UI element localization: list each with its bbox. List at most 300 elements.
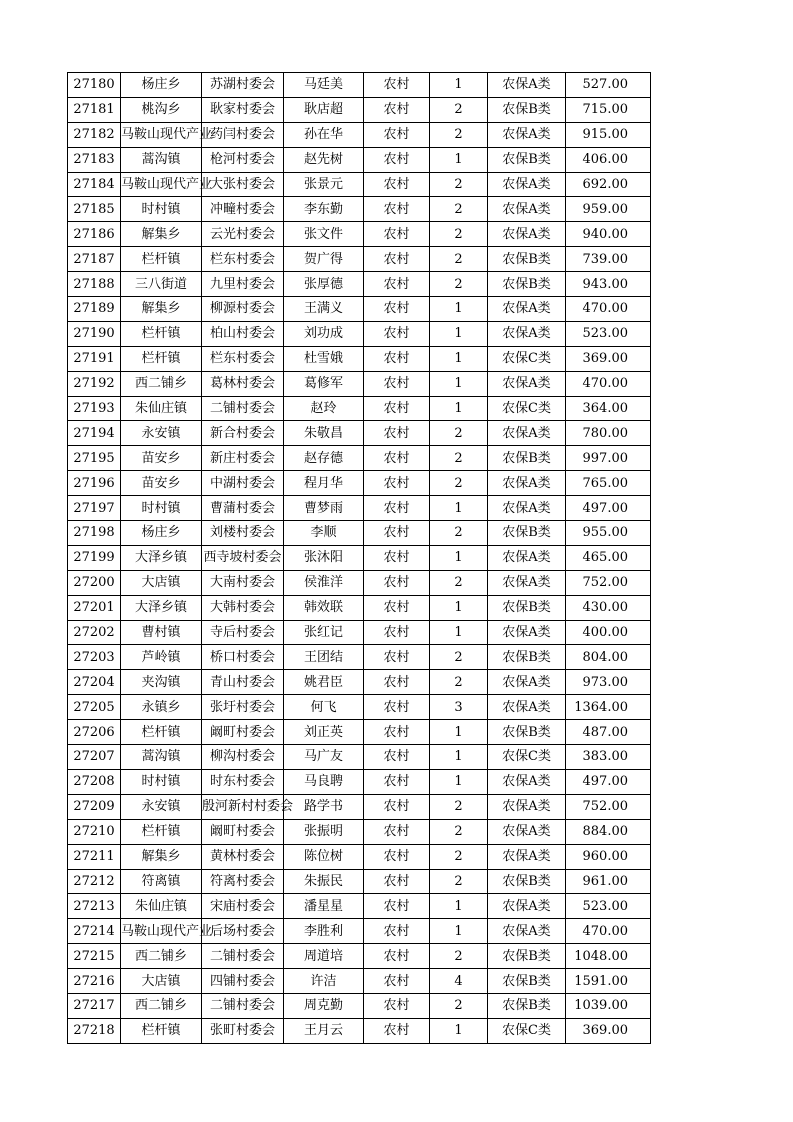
count-cell: 1 <box>430 620 488 645</box>
area-type-cell: 农村 <box>364 695 430 720</box>
data-table <box>67 72 651 1044</box>
village-committee-cell: 二铺村委会 <box>202 993 284 1018</box>
id-cell: 27184 <box>68 172 121 197</box>
id-cell: 27218 <box>68 1018 121 1043</box>
village-committee-cell: 时东村委会 <box>202 769 284 794</box>
name-cell: 张厚德 <box>284 272 364 297</box>
insurance-class-cell: 农保A类 <box>488 73 566 98</box>
table-row <box>68 794 651 819</box>
name-cell: 耿店超 <box>284 97 364 122</box>
id-cell: 27185 <box>68 197 121 222</box>
table-row <box>68 645 651 670</box>
name-cell: 马良聘 <box>284 769 364 794</box>
village-committee-cell: 大韩村委会 <box>202 595 284 620</box>
name-cell: 陈位树 <box>284 844 364 869</box>
village-committee-cell: 二铺村委会 <box>202 396 284 421</box>
name-cell: 刘功成 <box>284 321 364 346</box>
amount-cell: 943.00 <box>566 272 651 297</box>
area-type-cell: 农村 <box>364 969 430 994</box>
count-cell: 1 <box>430 1018 488 1043</box>
village-committee-cell: 符离村委会 <box>202 869 284 894</box>
count-cell: 2 <box>430 446 488 471</box>
area-type-cell: 农村 <box>364 172 430 197</box>
area-type-cell: 农村 <box>364 944 430 969</box>
amount-cell: 715.00 <box>566 97 651 122</box>
village-committee-cell: 苏湖村委会 <box>202 73 284 98</box>
township-cell: 马鞍山现代产业 <box>121 172 202 197</box>
amount-cell: 497.00 <box>566 769 651 794</box>
id-cell: 27187 <box>68 247 121 272</box>
village-committee-cell: 寺后村委会 <box>202 620 284 645</box>
count-cell: 1 <box>430 73 488 98</box>
name-cell: 周道培 <box>284 944 364 969</box>
amount-cell: 1364.00 <box>566 695 651 720</box>
table-row <box>68 321 651 346</box>
name-cell: 程月华 <box>284 471 364 496</box>
name-cell: 张红记 <box>284 620 364 645</box>
name-cell: 许洁 <box>284 969 364 994</box>
count-cell: 2 <box>430 222 488 247</box>
township-cell: 朱仙庄镇 <box>121 396 202 421</box>
name-cell: 马广友 <box>284 745 364 770</box>
table-row <box>68 521 651 546</box>
township-cell: 栏杆镇 <box>121 346 202 371</box>
count-cell: 1 <box>430 346 488 371</box>
insurance-class-cell: 农保B类 <box>488 147 566 172</box>
area-type-cell: 农村 <box>364 670 430 695</box>
area-type-cell: 农村 <box>364 570 430 595</box>
name-cell: 王月云 <box>284 1018 364 1043</box>
village-committee-cell: 柏山村委会 <box>202 321 284 346</box>
id-cell: 27207 <box>68 745 121 770</box>
name-cell: 王团结 <box>284 645 364 670</box>
amount-cell: 465.00 <box>566 545 651 570</box>
count-cell: 1 <box>430 371 488 396</box>
township-cell: 栏杆镇 <box>121 247 202 272</box>
insurance-class-cell: 农保B类 <box>488 969 566 994</box>
count-cell: 2 <box>430 645 488 670</box>
name-cell: 张文件 <box>284 222 364 247</box>
insurance-class-cell: 农保A类 <box>488 371 566 396</box>
township-cell: 大店镇 <box>121 570 202 595</box>
id-cell: 27209 <box>68 794 121 819</box>
amount-cell: 955.00 <box>566 521 651 546</box>
area-type-cell: 农村 <box>364 869 430 894</box>
name-cell: 李胜利 <box>284 919 364 944</box>
id-cell: 27186 <box>68 222 121 247</box>
table-row <box>68 844 651 869</box>
township-cell: 栏杆镇 <box>121 720 202 745</box>
id-cell: 27216 <box>68 969 121 994</box>
name-cell: 贺广得 <box>284 247 364 272</box>
amount-cell: 752.00 <box>566 570 651 595</box>
insurance-class-cell: 农保A类 <box>488 496 566 521</box>
insurance-class-cell: 农保A类 <box>488 471 566 496</box>
township-cell: 马鞍山现代产业 <box>121 919 202 944</box>
village-committee-cell: 黄林村委会 <box>202 844 284 869</box>
amount-cell: 1591.00 <box>566 969 651 994</box>
insurance-class-cell: 农保C类 <box>488 1018 566 1043</box>
village-committee-cell: 后场村委会 <box>202 919 284 944</box>
amount-cell: 765.00 <box>566 471 651 496</box>
id-cell: 27200 <box>68 570 121 595</box>
amount-cell: 497.00 <box>566 496 651 521</box>
area-type-cell: 农村 <box>364 993 430 1018</box>
table-row <box>68 471 651 496</box>
insurance-class-cell: 农保A类 <box>488 670 566 695</box>
insurance-class-cell: 农保A类 <box>488 844 566 869</box>
insurance-class-cell: 农保A类 <box>488 321 566 346</box>
id-cell: 27193 <box>68 396 121 421</box>
count-cell: 2 <box>430 794 488 819</box>
area-type-cell: 农村 <box>364 620 430 645</box>
count-cell: 2 <box>430 421 488 446</box>
name-cell: 孙在华 <box>284 122 364 147</box>
township-cell: 大泽乡镇 <box>121 545 202 570</box>
area-type-cell: 农村 <box>364 346 430 371</box>
name-cell: 李顺 <box>284 521 364 546</box>
township-cell: 时村镇 <box>121 197 202 222</box>
amount-cell: 470.00 <box>566 297 651 322</box>
count-cell: 1 <box>430 769 488 794</box>
table-row <box>68 969 651 994</box>
village-committee-cell: 大张村委会 <box>202 172 284 197</box>
table-row <box>68 570 651 595</box>
township-cell: 蒿沟镇 <box>121 745 202 770</box>
count-cell: 2 <box>430 670 488 695</box>
table-row <box>68 297 651 322</box>
amount-cell: 406.00 <box>566 147 651 172</box>
count-cell: 1 <box>430 297 488 322</box>
id-cell: 27197 <box>68 496 121 521</box>
village-committee-cell: 曹蒲村委会 <box>202 496 284 521</box>
township-cell: 栏杆镇 <box>121 321 202 346</box>
table-row <box>68 745 651 770</box>
id-cell: 27211 <box>68 844 121 869</box>
table-row <box>68 222 651 247</box>
village-committee-cell: 殷河新村村委会 <box>202 794 284 819</box>
amount-cell: 804.00 <box>566 645 651 670</box>
area-type-cell: 农村 <box>364 769 430 794</box>
table-row <box>68 993 651 1018</box>
village-committee-cell: 阚町村委会 <box>202 720 284 745</box>
table-row <box>68 73 651 98</box>
area-type-cell: 农村 <box>364 745 430 770</box>
amount-cell: 940.00 <box>566 222 651 247</box>
area-type-cell: 农村 <box>364 496 430 521</box>
id-cell: 27208 <box>68 769 121 794</box>
area-type-cell: 农村 <box>364 545 430 570</box>
insurance-class-cell: 农保A类 <box>488 794 566 819</box>
township-cell: 永安镇 <box>121 421 202 446</box>
area-type-cell: 农村 <box>364 122 430 147</box>
area-type-cell: 农村 <box>364 197 430 222</box>
area-type-cell: 农村 <box>364 595 430 620</box>
amount-cell: 487.00 <box>566 720 651 745</box>
village-committee-cell: 柳源村委会 <box>202 297 284 322</box>
name-cell: 赵存德 <box>284 446 364 471</box>
count-cell: 2 <box>430 197 488 222</box>
insurance-class-cell: 农保C类 <box>488 346 566 371</box>
table-row <box>68 919 651 944</box>
insurance-class-cell: 农保A类 <box>488 172 566 197</box>
township-cell: 大泽乡镇 <box>121 595 202 620</box>
amount-cell: 961.00 <box>566 869 651 894</box>
village-committee-cell: 四铺村委会 <box>202 969 284 994</box>
name-cell: 马廷美 <box>284 73 364 98</box>
id-cell: 27210 <box>68 819 121 844</box>
id-cell: 27181 <box>68 97 121 122</box>
table-row <box>68 247 651 272</box>
table-row <box>68 869 651 894</box>
insurance-class-cell: 农保A类 <box>488 197 566 222</box>
insurance-class-cell: 农保A类 <box>488 695 566 720</box>
table-row <box>68 346 651 371</box>
insurance-class-cell: 农保B类 <box>488 97 566 122</box>
area-type-cell: 农村 <box>364 446 430 471</box>
id-cell: 27205 <box>68 695 121 720</box>
area-type-cell: 农村 <box>364 1018 430 1043</box>
count-cell: 1 <box>430 919 488 944</box>
count-cell: 1 <box>430 745 488 770</box>
count-cell: 2 <box>430 521 488 546</box>
amount-cell: 523.00 <box>566 321 651 346</box>
id-cell: 27189 <box>68 297 121 322</box>
area-type-cell: 农村 <box>364 97 430 122</box>
area-type-cell: 农村 <box>364 894 430 919</box>
table-row <box>68 396 651 421</box>
table-row <box>68 620 651 645</box>
table-row <box>68 670 651 695</box>
insurance-class-cell: 农保A类 <box>488 421 566 446</box>
insurance-class-cell: 农保B类 <box>488 446 566 471</box>
id-cell: 27215 <box>68 944 121 969</box>
village-committee-cell: 中湖村委会 <box>202 471 284 496</box>
insurance-class-cell: 农保B类 <box>488 993 566 1018</box>
table-row <box>68 496 651 521</box>
count-cell: 3 <box>430 695 488 720</box>
township-cell: 西二铺乡 <box>121 944 202 969</box>
township-cell: 解集乡 <box>121 222 202 247</box>
amount-cell: 470.00 <box>566 919 651 944</box>
township-cell: 曹村镇 <box>121 620 202 645</box>
name-cell: 刘正英 <box>284 720 364 745</box>
id-cell: 27196 <box>68 471 121 496</box>
id-cell: 27214 <box>68 919 121 944</box>
name-cell: 张景元 <box>284 172 364 197</box>
id-cell: 27212 <box>68 869 121 894</box>
amount-cell: 739.00 <box>566 247 651 272</box>
name-cell: 曹梦雨 <box>284 496 364 521</box>
name-cell: 何飞 <box>284 695 364 720</box>
village-committee-cell: 冲疃村委会 <box>202 197 284 222</box>
table-row <box>68 122 651 147</box>
amount-cell: 692.00 <box>566 172 651 197</box>
insurance-class-cell: 农保B类 <box>488 869 566 894</box>
amount-cell: 523.00 <box>566 894 651 919</box>
id-cell: 27188 <box>68 272 121 297</box>
village-committee-cell: 枪河村委会 <box>202 147 284 172</box>
village-committee-cell: 西寺坡村委会 <box>202 545 284 570</box>
township-cell: 时村镇 <box>121 769 202 794</box>
area-type-cell: 农村 <box>364 521 430 546</box>
name-cell: 韩效联 <box>284 595 364 620</box>
village-committee-cell: 青山村委会 <box>202 670 284 695</box>
township-cell: 时村镇 <box>121 496 202 521</box>
name-cell: 李东勤 <box>284 197 364 222</box>
township-cell: 三八街道 <box>121 272 202 297</box>
amount-cell: 973.00 <box>566 670 651 695</box>
township-cell: 苗安乡 <box>121 471 202 496</box>
table-row <box>68 944 651 969</box>
name-cell: 朱敬昌 <box>284 421 364 446</box>
village-committee-cell: 阚町村委会 <box>202 819 284 844</box>
insurance-class-cell: 农保C类 <box>488 396 566 421</box>
village-committee-cell: 柳沟村委会 <box>202 745 284 770</box>
village-committee-cell: 宋庙村委会 <box>202 894 284 919</box>
name-cell: 杜雪娥 <box>284 346 364 371</box>
amount-cell: 997.00 <box>566 446 651 471</box>
name-cell: 张沐阳 <box>284 545 364 570</box>
area-type-cell: 农村 <box>364 147 430 172</box>
name-cell: 姚君臣 <box>284 670 364 695</box>
amount-cell: 959.00 <box>566 197 651 222</box>
insurance-class-cell: 农保A类 <box>488 620 566 645</box>
township-cell: 马鞍山现代产业 <box>121 122 202 147</box>
name-cell: 赵玲 <box>284 396 364 421</box>
village-committee-cell: 张圩村委会 <box>202 695 284 720</box>
table-body <box>68 73 651 1044</box>
amount-cell: 369.00 <box>566 346 651 371</box>
table-row <box>68 545 651 570</box>
count-cell: 2 <box>430 944 488 969</box>
id-cell: 27206 <box>68 720 121 745</box>
area-type-cell: 农村 <box>364 819 430 844</box>
name-cell: 朱振民 <box>284 869 364 894</box>
table-row <box>68 197 651 222</box>
count-cell: 2 <box>430 844 488 869</box>
village-committee-cell: 九里村委会 <box>202 272 284 297</box>
insurance-class-cell: 农保B类 <box>488 595 566 620</box>
insurance-class-cell: 农保A类 <box>488 222 566 247</box>
count-cell: 2 <box>430 471 488 496</box>
count-cell: 1 <box>430 545 488 570</box>
name-cell: 赵先树 <box>284 147 364 172</box>
village-committee-cell: 新合村委会 <box>202 421 284 446</box>
area-type-cell: 农村 <box>364 471 430 496</box>
village-committee-cell: 大南村委会 <box>202 570 284 595</box>
id-cell: 27180 <box>68 73 121 98</box>
village-committee-cell: 栏东村委会 <box>202 346 284 371</box>
amount-cell: 470.00 <box>566 371 651 396</box>
name-cell: 潘星星 <box>284 894 364 919</box>
amount-cell: 915.00 <box>566 122 651 147</box>
table-row <box>68 595 651 620</box>
count-cell: 1 <box>430 396 488 421</box>
id-cell: 27183 <box>68 147 121 172</box>
id-cell: 27195 <box>68 446 121 471</box>
area-type-cell: 农村 <box>364 396 430 421</box>
township-cell: 芦岭镇 <box>121 645 202 670</box>
area-type-cell: 农村 <box>364 720 430 745</box>
area-type-cell: 农村 <box>364 297 430 322</box>
insurance-class-cell: 农保A类 <box>488 122 566 147</box>
area-type-cell: 农村 <box>364 794 430 819</box>
area-type-cell: 农村 <box>364 919 430 944</box>
id-cell: 27213 <box>68 894 121 919</box>
insurance-class-cell: 农保B类 <box>488 944 566 969</box>
table-row <box>68 97 651 122</box>
id-cell: 27198 <box>68 521 121 546</box>
id-cell: 27194 <box>68 421 121 446</box>
township-cell: 解集乡 <box>121 297 202 322</box>
id-cell: 27199 <box>68 545 121 570</box>
id-cell: 27204 <box>68 670 121 695</box>
amount-cell: 430.00 <box>566 595 651 620</box>
count-cell: 2 <box>430 570 488 595</box>
insurance-class-cell: 农保A类 <box>488 919 566 944</box>
insurance-class-cell: 农保A类 <box>488 297 566 322</box>
amount-cell: 1039.00 <box>566 993 651 1018</box>
amount-cell: 527.00 <box>566 73 651 98</box>
area-type-cell: 农村 <box>364 371 430 396</box>
count-cell: 4 <box>430 969 488 994</box>
township-cell: 西二铺乡 <box>121 993 202 1018</box>
name-cell: 路学书 <box>284 794 364 819</box>
count-cell: 2 <box>430 869 488 894</box>
name-cell: 葛修军 <box>284 371 364 396</box>
count-cell: 1 <box>430 321 488 346</box>
id-cell: 27203 <box>68 645 121 670</box>
amount-cell: 383.00 <box>566 745 651 770</box>
id-cell: 27182 <box>68 122 121 147</box>
township-cell: 夹沟镇 <box>121 670 202 695</box>
township-cell: 栏杆镇 <box>121 819 202 844</box>
count-cell: 2 <box>430 172 488 197</box>
amount-cell: 780.00 <box>566 421 651 446</box>
area-type-cell: 农村 <box>364 645 430 670</box>
amount-cell: 400.00 <box>566 620 651 645</box>
insurance-class-cell: 农保C类 <box>488 745 566 770</box>
township-cell: 桃沟乡 <box>121 97 202 122</box>
name-cell: 王满义 <box>284 297 364 322</box>
table-row <box>68 147 651 172</box>
village-committee-cell: 张町村委会 <box>202 1018 284 1043</box>
village-committee-cell: 药闫村委会 <box>202 122 284 147</box>
id-cell: 27217 <box>68 993 121 1018</box>
village-committee-cell: 栏东村委会 <box>202 247 284 272</box>
area-type-cell: 农村 <box>364 421 430 446</box>
insurance-class-cell: 农保A类 <box>488 819 566 844</box>
amount-cell: 1048.00 <box>566 944 651 969</box>
village-committee-cell: 刘楼村委会 <box>202 521 284 546</box>
count-cell: 1 <box>430 720 488 745</box>
area-type-cell: 农村 <box>364 73 430 98</box>
id-cell: 27191 <box>68 346 121 371</box>
area-type-cell: 农村 <box>364 222 430 247</box>
insurance-class-cell: 农保A类 <box>488 545 566 570</box>
township-cell: 栏杆镇 <box>121 1018 202 1043</box>
insurance-class-cell: 农保B类 <box>488 645 566 670</box>
amount-cell: 364.00 <box>566 396 651 421</box>
village-committee-cell: 二铺村委会 <box>202 944 284 969</box>
table-row <box>68 272 651 297</box>
insurance-class-cell: 农保B类 <box>488 521 566 546</box>
township-cell: 杨庄乡 <box>121 521 202 546</box>
table-row <box>68 371 651 396</box>
amount-cell: 752.00 <box>566 794 651 819</box>
id-cell: 27201 <box>68 595 121 620</box>
